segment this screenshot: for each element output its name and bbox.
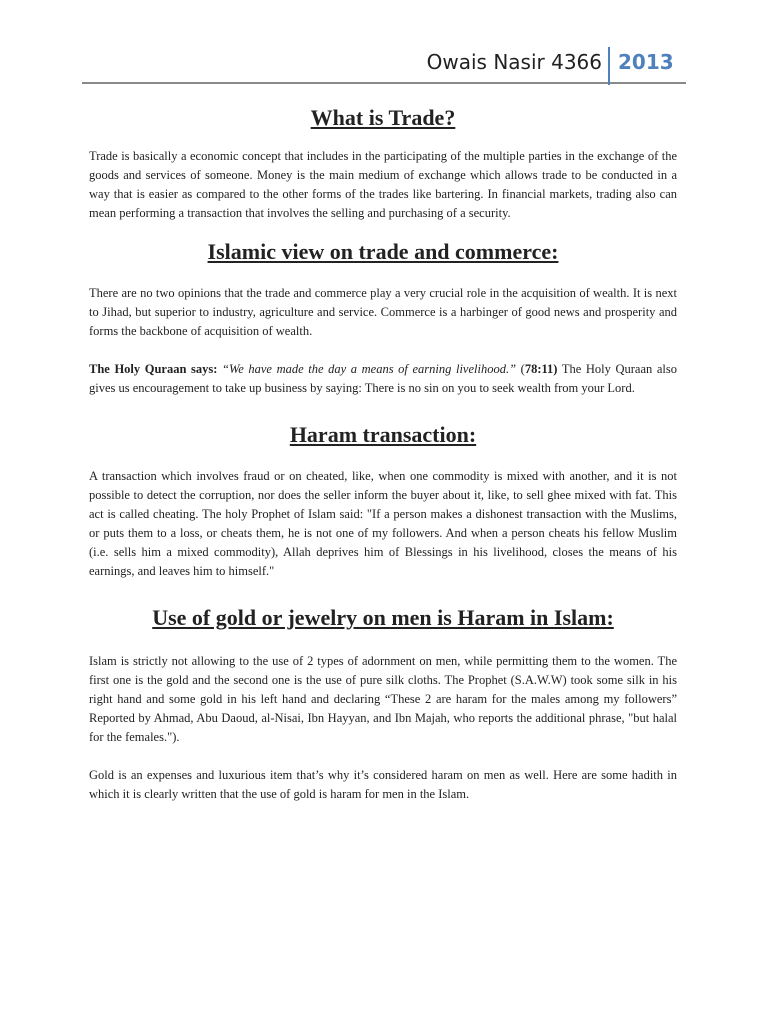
heading-gold-jewelry: Use of gold or jewelry on men is Haram in Islam: xyxy=(152,605,614,630)
paragraph-quraan-quote xyxy=(89,360,677,398)
paragraph-gold-luxury: Gold is an expenses and luxurious item that’s why it’s considered haram on men as well. Here are some hadith in which it is clearly written that the use of gold is haram for men in the Islam. xyxy=(89,768,677,801)
heading-what-is-trade: What is Trade? xyxy=(310,105,456,130)
paragraph-gold-silk: Islam is strictly not allowing to the use of 2 types of adornment on men, while permitting them to the women. The first one is the gold and the second one is the use of pure silk cloths. The Prophet (S.A.W.W) took some silk in his right hand and some gold in his left hand and declaring “These 2 are haram for the males among my followers” Reported by Ahmad, Abu Daoud, al-Nisai, Ibn Hayyan, and Ibn Majah, who reports the additional phrase, "but halal for the females."). xyxy=(89,654,677,744)
quote-text: “We have made the day a means of earning livelihood.” xyxy=(222,362,517,376)
page-header xyxy=(82,45,686,84)
quote-open-paren: ( xyxy=(516,362,525,376)
heading-islamic-view: Islamic view on trade and commerce: xyxy=(207,239,559,264)
quote-reference: 78:11) xyxy=(524,362,558,376)
paragraph-islamic-view: There are no two opinions that the trade and commerce play a very crucial role in the acquisition of wealth. It is next to Jihad, but superior to industry, agriculture and service. Commerce is a harbinger of good news and prosperity and forms the backbone of acquisition of wealth. xyxy=(89,286,677,338)
paragraph-haram-transaction: A transaction which involves fraud or on cheated, like, when one commodity is mixed with another, and it is not possible to detect the corruption, nor does the seller inform the buyer about it, like, to sell ghee mixed with fat. This act is called cheating. The holy Prophet of Islam said: "If a person makes a dishonest transaction with the Muslims, or puts them to a loss, or cheats them, he is not one of my followers. And when a person cheats his fellow Muslim (i.e. sells him a mixed commodity), Allah deprives him of Blessings in his livelihood, closes the means of his earnings, and leaves him to himself." xyxy=(89,469,677,578)
paragraph-trade-definition: Trade is basically a economic concept that includes in the participating of the multiple parties in the exchange of the goods and services of someone. Money is the main medium of exchange which allows trade to be conducted in a way that is easier as compared to the other forms of the trades like bartering. In financial markets, trading also can mean performing a transaction that involves the selling and purchasing of a security. xyxy=(89,149,677,220)
quote-label: The Holy Quraan says: xyxy=(89,362,218,376)
header-year: 2013 xyxy=(618,50,674,74)
quote-rest: The Holy Quraan also gives us encouragement to take up business by saying: There is no sin on you to seek wealth from your Lord. xyxy=(89,362,677,395)
header-divider xyxy=(608,47,610,85)
heading-haram-transaction: Haram transaction: xyxy=(289,422,477,447)
author-name: Owais Nasir 4366 xyxy=(426,50,602,74)
document-body xyxy=(89,100,677,804)
